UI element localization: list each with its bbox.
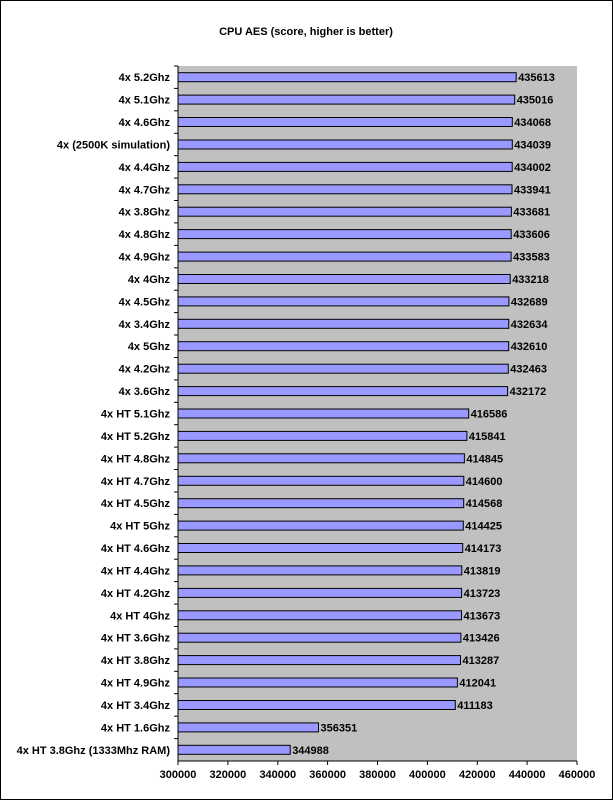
x-tick-label: 300000 [159, 769, 197, 781]
data-label: 434068 [514, 117, 552, 129]
data-label: 415841 [468, 430, 506, 443]
category-label: 4x 4.5Ghz [118, 296, 170, 309]
category-label: 4x HT 5.1Ghz [100, 408, 170, 421]
x-tick-label: 400000 [409, 769, 446, 781]
category-label: 4x 3.6Ghz [118, 386, 170, 399]
category-label: 4x 4.9Ghz [118, 251, 170, 264]
data-label: 433218 [512, 274, 549, 286]
category-label: 4x 4.7Ghz [118, 184, 170, 197]
data-label: 411183 [457, 700, 493, 712]
bar [178, 723, 319, 732]
bar [178, 207, 511, 216]
bar [178, 185, 512, 194]
bar [178, 701, 455, 710]
category-label: 4x 4.8Ghz [118, 229, 170, 242]
data-label: 413819 [463, 565, 501, 578]
data-label: 432463 [510, 363, 548, 376]
x-tick-label: 440000 [508, 769, 546, 781]
data-label: 435016 [516, 94, 554, 107]
x-tick-label: 360000 [309, 769, 346, 781]
category-label: 4x 5.1Ghz [118, 94, 170, 107]
bar [178, 364, 508, 373]
bar [178, 476, 464, 485]
bar [178, 342, 509, 351]
bar [178, 431, 467, 440]
bar [178, 409, 469, 418]
data-label: 433681 [513, 206, 551, 219]
data-label: 414600 [465, 475, 503, 488]
bar [178, 633, 461, 642]
category-label: 4x HT 4.8Ghz [100, 453, 170, 466]
category-label: 4x HT 4.6Ghz [100, 543, 170, 555]
bar [178, 588, 462, 597]
data-label: 356351 [320, 722, 358, 735]
category-label: 4x HT 5Ghz [110, 520, 170, 533]
category-label: 4x HT 4.4Ghz [100, 565, 170, 578]
bar [178, 544, 463, 553]
bar [178, 566, 462, 575]
data-label: 433583 [513, 251, 550, 264]
category-label: 4x HT 4.2Ghz [100, 587, 170, 600]
bar [178, 319, 509, 328]
data-label: 414173 [464, 543, 502, 555]
bar [178, 297, 509, 306]
category-label: 4x HT 3.4Ghz [100, 700, 170, 712]
category-label: 4x 4.6Ghz [118, 117, 170, 129]
category-label: 4x (2500K simulation) [56, 139, 170, 152]
x-tick-label: 320000 [209, 769, 247, 781]
bar [178, 118, 512, 127]
bar [178, 611, 462, 620]
category-label: 4x HT 3.6Ghz [100, 632, 170, 645]
category-label: 4x 5.2Ghz [118, 72, 170, 85]
data-label: 414568 [465, 498, 503, 511]
category-label: 4x HT 4Ghz [110, 610, 170, 623]
category-label: 4x 3.8Ghz [118, 206, 170, 219]
x-tick-label: 460000 [558, 769, 596, 781]
data-label: 433606 [513, 229, 550, 242]
bar [178, 95, 515, 104]
bar [178, 499, 464, 508]
category-label: 4x HT 1.6Ghz [100, 722, 170, 735]
category-label: 4x HT 4.7Ghz [100, 475, 170, 488]
data-label: 434039 [514, 139, 552, 152]
bar [178, 275, 510, 284]
data-label: 432610 [510, 341, 548, 354]
bar [178, 678, 457, 687]
data-label: 413426 [462, 632, 500, 645]
bar [178, 745, 290, 754]
category-label: 4x HT 3.8Ghz [100, 655, 170, 668]
data-label: 413287 [462, 655, 500, 668]
bar [178, 162, 512, 171]
data-label: 432172 [509, 386, 547, 399]
data-label: 414425 [465, 520, 503, 533]
category-label: 4x HT 3.8Ghz (1333Mhz RAM) [16, 744, 170, 757]
bar [178, 140, 512, 149]
bar [178, 521, 463, 530]
category-label: 4x 4.4Ghz [118, 161, 170, 174]
data-label: 432634 [510, 318, 548, 331]
bar [178, 656, 461, 665]
category-label: 4x 4Ghz [127, 274, 170, 286]
bar-chart [1, 1, 612, 799]
bar [178, 454, 464, 463]
data-label: 413673 [463, 610, 501, 623]
bar [178, 252, 511, 261]
bar [178, 387, 508, 396]
category-label: 4x HT 5.2Ghz [100, 430, 170, 443]
data-label: 432689 [510, 296, 548, 309]
bar [178, 73, 516, 82]
data-label: 413723 [463, 587, 501, 600]
bar [178, 230, 511, 239]
data-label: 434002 [514, 161, 551, 174]
data-label: 412041 [459, 677, 497, 690]
category-label: 4x HT 4.9Ghz [100, 677, 170, 690]
data-label: 414845 [466, 453, 504, 466]
x-tick-label: 380000 [359, 769, 396, 781]
category-label: 4x 3.4Ghz [118, 318, 170, 331]
x-tick-label: 340000 [259, 769, 297, 781]
data-label: 416586 [470, 408, 508, 421]
category-label: 4x 5Ghz [127, 341, 170, 354]
data-label: 435613 [518, 72, 555, 85]
data-label: 433941 [514, 184, 551, 197]
data-label: 344988 [292, 744, 329, 757]
category-label: 4x HT 4.5Ghz [100, 498, 170, 511]
x-tick-label: 420000 [458, 769, 496, 781]
chart-title: CPU AES (score, higher is better) [219, 26, 393, 38]
category-label: 4x 4.2Ghz [118, 363, 170, 376]
